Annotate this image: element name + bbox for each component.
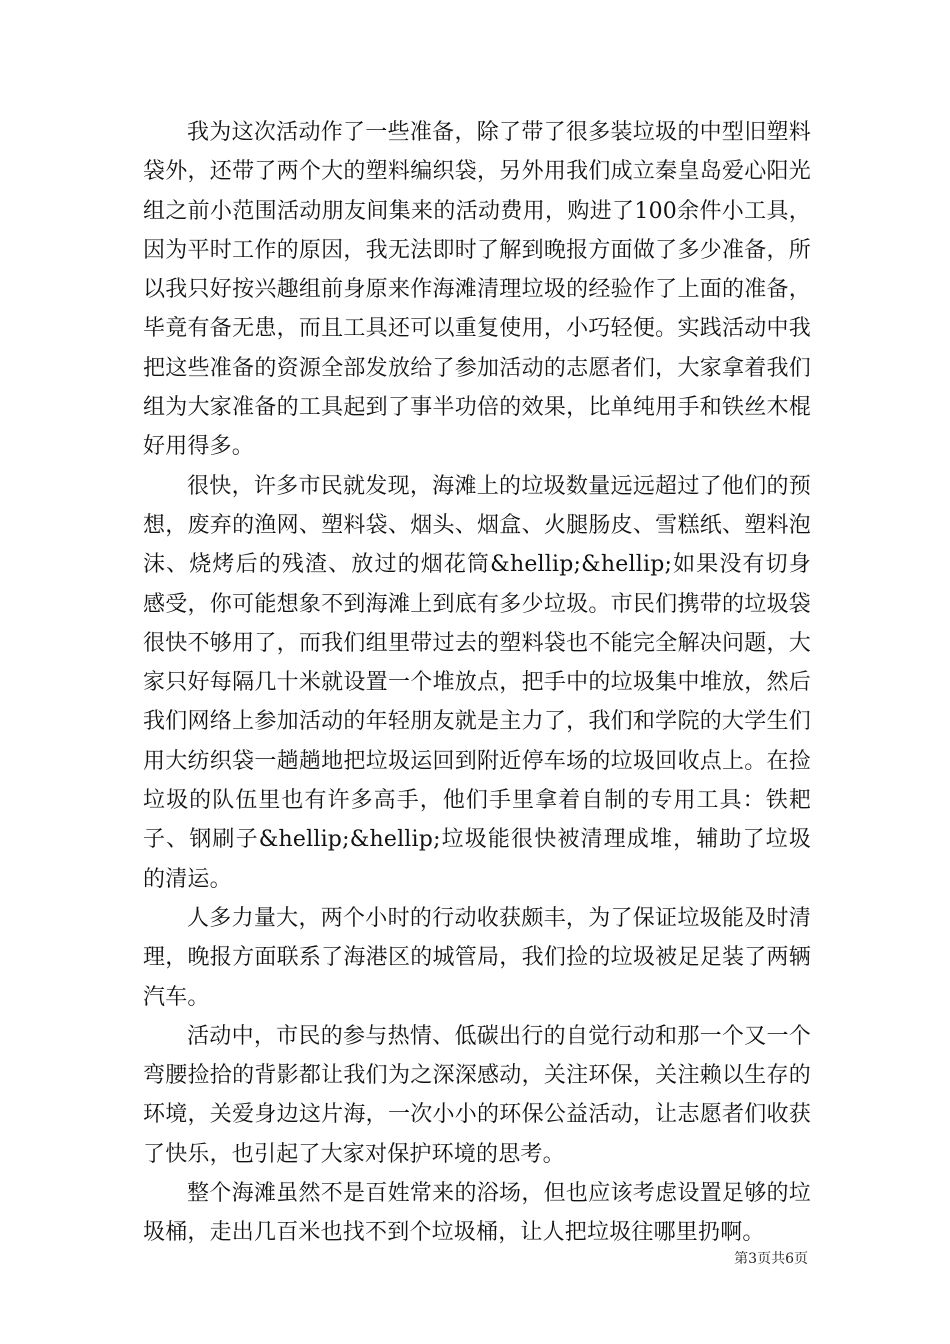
paragraph-1: 我为这次活动作了一些准备，除了带了很多装垃圾的中型旧塑料袋外，还带了两个大的塑料编织袋，另外用我们成立秦皇岛爱心阳光组之前小范围活动朋友间集来的活动费用，购进了100余件小工具，因为平时工作的原因，我无法即时了解到晚报方面做了多少准备，所以我只好按兴趣组前身原来作海滩清理垃圾的经验作了上面的准备，毕竟有备无患，而且工具还可以重复使用，小巧轻便。实践活动中我把这些准备的资源全部发放给了参加活动的志愿者们，大家拿着我们组为大家准备的工具起到了事半功倍的效果，比单纯用手和铁丝木棍好用得多。: [143, 120, 811, 460]
paragraph-4: 活动中，市民的参与热情、低碳出行的自觉行动和那一个又一个弯腰捡拾的背影都让我们为之深深感动，关注环保，关注赖以生存的环境，关爱身边这片海，一次小小的环保公益活动，让志愿者们收获了快乐，也引起了大家对保护环境的思考。: [143, 1023, 811, 1167]
document-body: [143, 113, 811, 1253]
paragraph-5: 整个海滩虽然不是百姓常来的浴场，但也应该考虑设置足够的垃圾桶，走出几百米也找不到个垃圾桶，让人把垃圾往哪里扔啊。: [143, 1181, 811, 1246]
paragraph-2: 很快，许多市民就发现，海滩上的垃圾数量远远超过了他们的预想，废弃的渔网、塑料袋、烟头、烟盒、火腿肠皮、雪糕纸、塑料泡沫、烧烤后的残渣、放过的烟花筒&hellip;&hellip;如果没有切身感受，你可能想象不到海滩上到底有多少垃圾。市民们携带的垃圾袋很快不够用了，而我们组里带过去的塑料袋也不能完全解决问题，大家只好每隔几十米就设置一个堆放点，把手中的垃圾集中堆放，然后我们网络上参加活动的年轻朋友就是主力了，我们和学院的大学生们用大纺织袋一趟趟地把垃圾运回到附近停车场的垃圾回收点上。在捡垃圾的队伍里也有许多高手，他们手里拿着自制的专用工具：铁耙子、钢刷子&hellip;&hellip;垃圾能很快被清理成堆，辅助了垃圾的清运。: [143, 473, 811, 892]
paragraph-3: 人多力量大，两个小时的行动收获颇丰，为了保证垃圾能及时清理，晚报方面联系了海港区的城管局，我们捡的垃圾被足足装了两辆汽车。: [143, 905, 811, 1010]
page-number-footer: 第3页共6页: [734, 1251, 808, 1267]
